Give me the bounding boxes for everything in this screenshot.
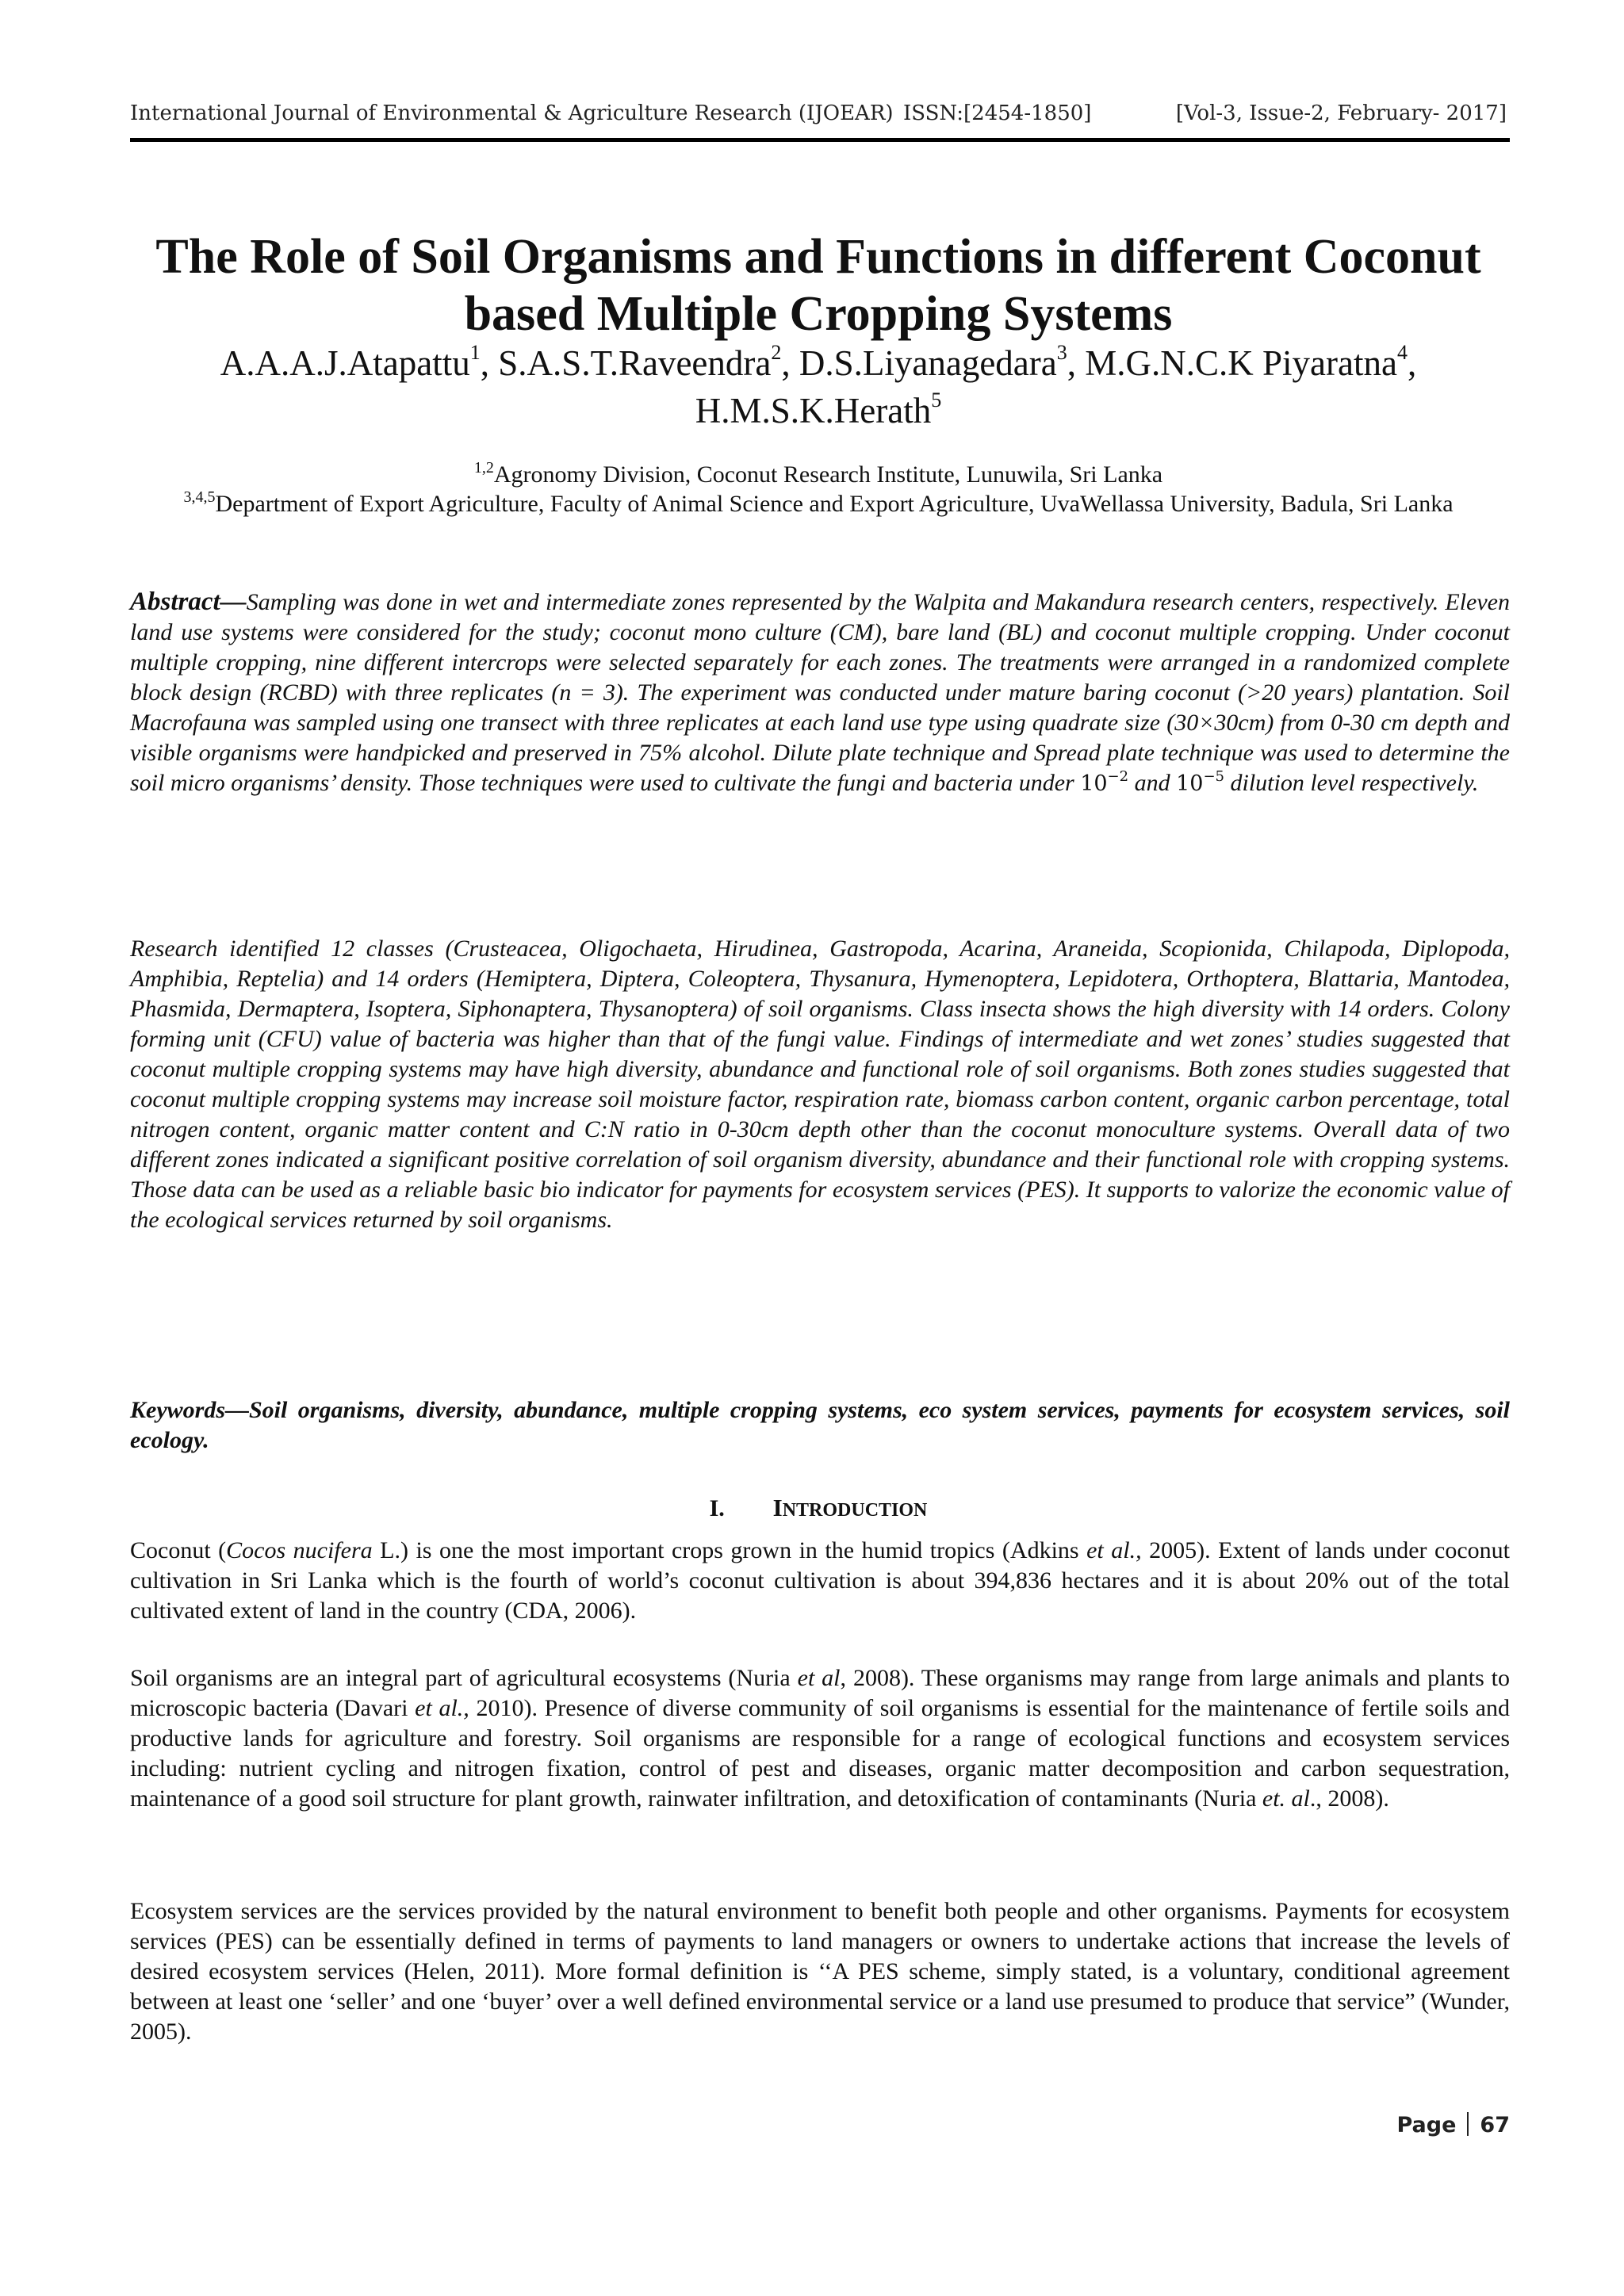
- abstract-text: dilution level respectively.: [1224, 770, 1479, 796]
- section-number: I.: [709, 1495, 725, 1521]
- keywords-text: —Soil organisms, diversity, abundance, multiple cropping systems, eco system services, payments for ecosystem services, soil ecology.: [130, 1397, 1510, 1453]
- author-affil-mark: 5: [931, 388, 942, 411]
- et-al: et. al: [1262, 1785, 1310, 1812]
- affil-mark: 3,4,5: [183, 488, 216, 506]
- affiliation-1: [130, 460, 1507, 489]
- intro-paragraph-2: [130, 1663, 1510, 1814]
- issn: ISSN:[2454-1850]: [903, 101, 1092, 125]
- exp-power: −2: [1107, 768, 1129, 785]
- volume-issue: [Vol-3, Issue-2, February- 2017]: [1175, 101, 1507, 125]
- text-run: ., 2008).: [1309, 1785, 1389, 1812]
- keywords: [130, 1395, 1510, 1456]
- text-run: 2010). Presence of diverse community of soil organisms is essential for the maintenance of fertile soils and productive lands for agriculture and forestry. Soil organisms are responsible for a range of ecological functions and ecosystem services including: nutrient cycling and nitrogen fixation, control of pest and diseases, organic matter decomposition and carbon sequestration, maintenance of a good soil structure for plant growth, rainwater infiltration, and detoxification of contaminants (Nuria: [130, 1695, 1510, 1812]
- affiliation-2: [130, 489, 1507, 519]
- dilution-exponent-1: [1080, 768, 1129, 796]
- intro-paragraph-3: Ecosystem services are the services provided by the natural environment to benefit both people and other organisms. Payments for ecosystem services (PES) can be essentially defined in terms of payments to land managers or owners to undertake actions that increase the levels of desired ecosystem services (Helen, 2011). More formal definition is ‘‘A PES scheme, simply stated, is a voluntary, conditional agreement between at least one ‘seller’ and one ‘buyer’ over a well defined environmental service or a land use presumed to produce that service” (Wunder, 2005).: [130, 1898, 1510, 2045]
- authors-line-1: [130, 339, 1507, 387]
- author-affil-mark: 4: [1396, 341, 1408, 364]
- author-list: [130, 339, 1507, 434]
- abstract-paragraph-2: Research identified 12 classes (Crusteacea, Oligochaeta, Hirudinea, Gastropoda, Acarina, Araneida, Scopionida, Chilapoda, Diplopoda, Amphibia, Reptelia) and 14 orders (Hemiptera, Diptera, Coleoptera, Thysanura, Hymenoptera, Lepidotera, Orthoptera, Blattaria, Mantodea, Phasmida, Dermaptera, Isoptera, Siphonaptera, Thysanoptera) of soil organisms. Class insecta shows the high diversity with 14 orders. Colony forming unit (CFU) value of bacteria was higher than that of the fungi value. Findings of intermediate and wet zones’ studies suggested that coconut multiple cropping systems may have high diversity, abundance and functional role of soil organisms. Both zones studies suggested that coconut multiple cropping systems may increase soil moisture factor, respiration rate, biomass carbon content, organic carbon percentage, total nitrogen content, organic matter content and C:N ratio in 0-30cm depth other than the coconut monoculture systems. Overall data of two different zones indicated a significant positive correlation of soil organism diversity, abundance and their functional role with cropping systems. Those data can be used as a reliable basic bio indicator for payments for ecosystem services (PES). It supports to valorize the economic value of the ecological services returned by soil organisms.: [130, 936, 1510, 1233]
- text-run: , 2008). These organisms may range from large animals and plants to microscopic bacteria (Davari: [130, 1665, 1510, 1721]
- affiliations: [130, 460, 1507, 519]
- author-name: , M.G.N.C.K Piyaratna: [1067, 343, 1397, 383]
- et-al: et al.,: [1086, 1537, 1142, 1563]
- title-line-2: based Multiple Cropping Systems: [464, 287, 1173, 341]
- author-name: , S.A.S.T.Raveendra: [480, 343, 772, 383]
- section-heading-introduction: [130, 1494, 1507, 1522]
- species-name: Cocos nucifera: [226, 1537, 373, 1563]
- section-title-rest: NTRODUCTION: [782, 1500, 928, 1521]
- journal-name: International Journal of Environmental & Agriculture Research (IJOEAR): [130, 101, 894, 125]
- affil-text: Agronomy Division, Coconut Research Institute, Lunuwila, Sri Lanka: [493, 461, 1163, 488]
- exp-base: 10: [1176, 771, 1204, 796]
- abstract-paragraph-1: [130, 587, 1510, 799]
- abstract-text: Sampling was done in wet and intermediate zones represented by the Walpita and Makandura research centers, respectively. Eleven land use systems were considered for the study; coconut mono culture (CM), bare land (BL) and coconut multiple cropping. Under coconut multiple cropping, nine different intercrops were selected separately for each zones. The treatments were arranged in a randomized complete block design (RCBD) with three replicates (n = 3). The experiment was conducted under mature baring coconut (>20 years) plantation. Soil Macrofauna was sampled using one transect with three replicates at each land use type using quadrate size (30×30cm) from 0-30 cm depth and visible organisms were handpicked and preserved in 75% alcohol. Dilute plate technique and Spread plate technique was used to determine the soil micro organisms’ density. Those techniques were used to cultivate the fungi and bacteria under: [130, 589, 1510, 796]
- paper-title: [130, 228, 1507, 342]
- author-affil-mark: 3: [1056, 341, 1067, 364]
- running-header: [130, 98, 1507, 138]
- page-label: Page: [1396, 2113, 1457, 2137]
- et-al: et al: [797, 1665, 841, 1691]
- text-run: 2005). Extent of lands under coconut cultivation in Sri Lanka which is the fourth of world’s coconut cultivation is about 394,836 hectares and it is about 20% out of the total cultivated extent of land in the country (CDA, 2006).: [130, 1537, 1510, 1624]
- abstract-text: and: [1128, 770, 1177, 796]
- dilution-exponent-2: [1176, 768, 1224, 796]
- exp-base: 10: [1080, 771, 1108, 796]
- page-footer: [1396, 2112, 1510, 2137]
- text-run: Soil organisms are an integral part of agricultural ecosystems (Nuria: [130, 1665, 798, 1691]
- header-rule: [130, 138, 1510, 142]
- authors-line-2: [130, 387, 1507, 434]
- author-name: H.M.S.K.Herath: [695, 391, 932, 430]
- author-separator: ,: [1407, 343, 1417, 383]
- intro-paragraph-1: [130, 1536, 1510, 1626]
- affil-text: Department of Export Agriculture, Faculty of Animal Science and Export Agriculture, UvaWellassa University, Badula, Sri Lanka: [215, 491, 1454, 517]
- author-affil-mark: 1: [469, 341, 481, 364]
- footer-separator: [1467, 2112, 1469, 2136]
- title-line-1: The Role of Soil Organisms and Functions in different Coconut: [155, 230, 1481, 284]
- section-title-initial: I: [772, 1494, 783, 1521]
- page-number: 67: [1480, 2113, 1510, 2137]
- author-name: A.A.A.J.Atapattu: [220, 343, 470, 383]
- exp-power: −5: [1203, 768, 1224, 785]
- affil-mark: 1,2: [473, 459, 494, 476]
- abstract-label: Abstract—: [130, 587, 247, 616]
- et-al: et al.,: [415, 1695, 469, 1721]
- text-run: L.) is one the most important crops grown in the humid tropics (Adkins: [372, 1537, 1087, 1563]
- author-name: , D.S.Liyanagedara: [781, 343, 1057, 383]
- text-run: Coconut (: [130, 1537, 227, 1563]
- author-affil-mark: 2: [771, 341, 782, 364]
- keywords-label: Keywords: [130, 1397, 225, 1423]
